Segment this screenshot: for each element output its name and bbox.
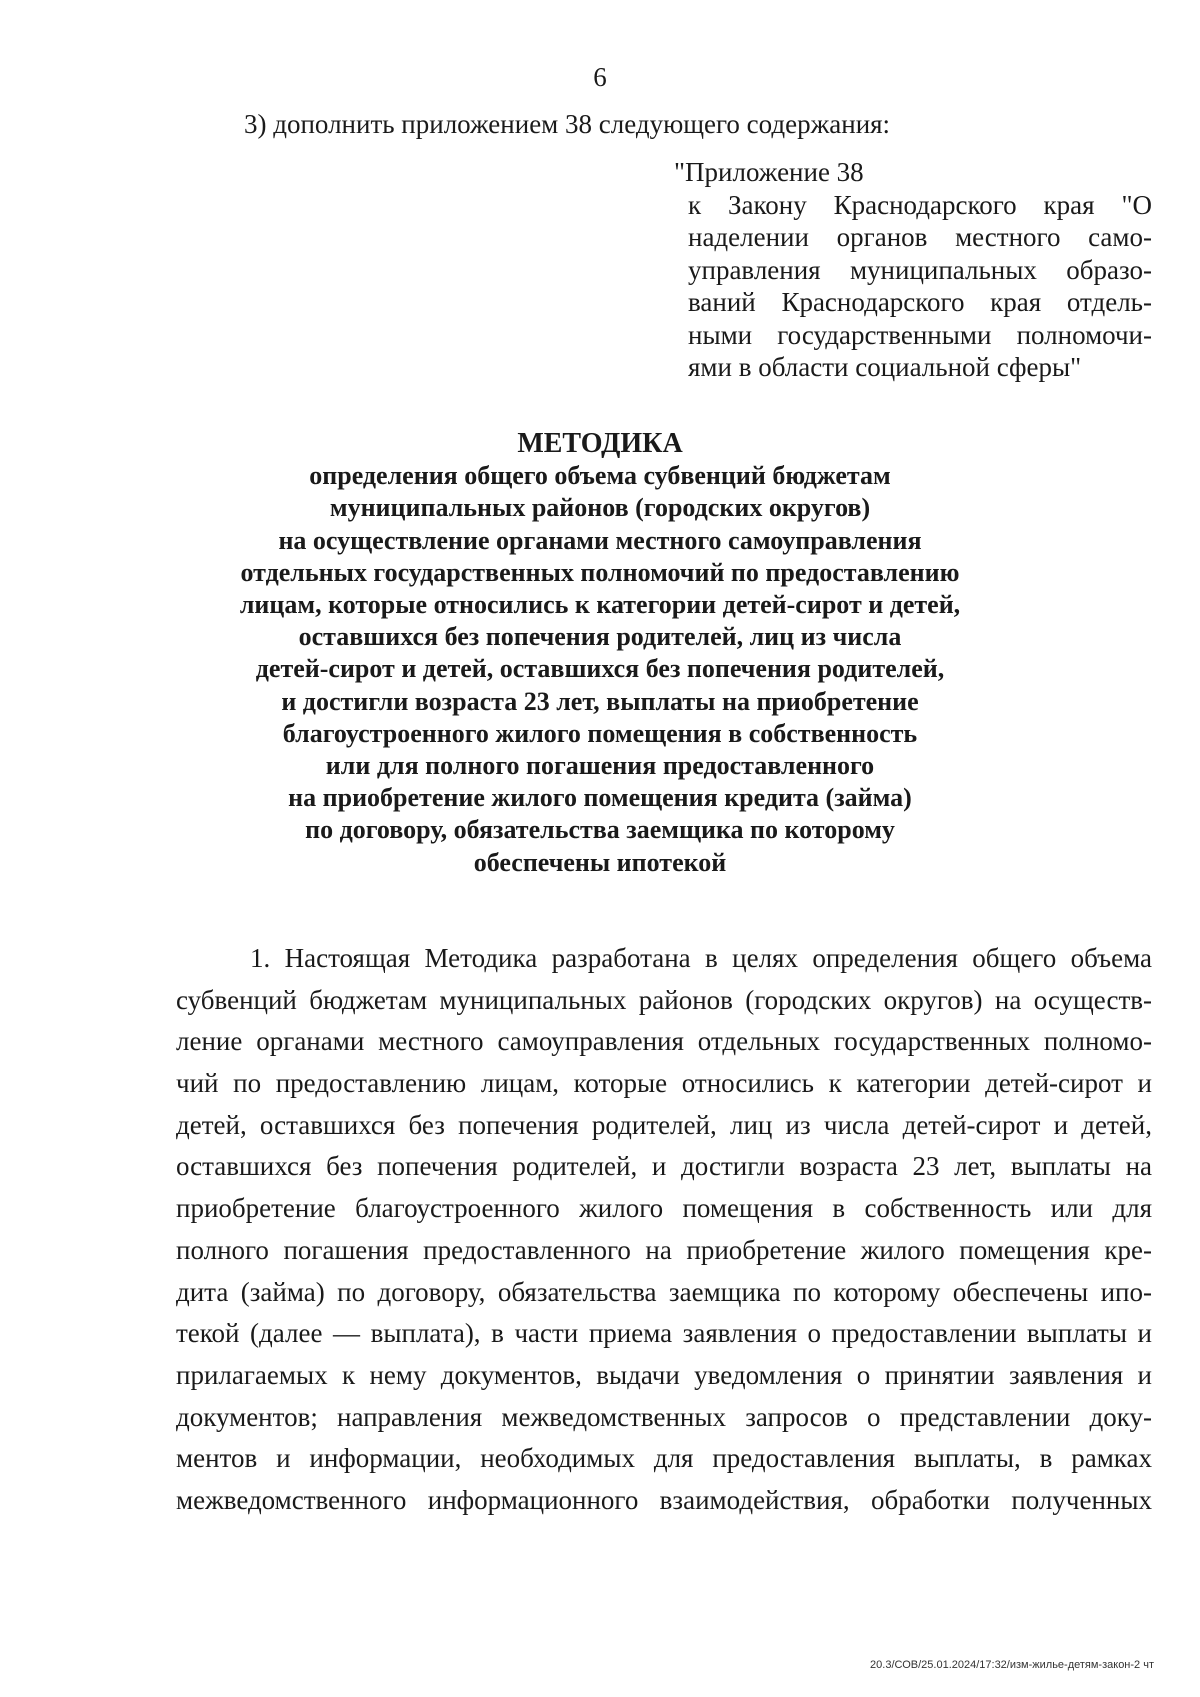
paragraph-line: чий по предоставлению лицам, которые относились к категории детей-сирот и bbox=[176, 1068, 1152, 1099]
title-line: на осуществление органами местного самоуправления bbox=[278, 525, 922, 555]
paragraph-line: приобретение благоустроенного жилого помещения в собственность или для bbox=[176, 1193, 1152, 1224]
paragraph-line: текой (далее — выплата), в части приема заявления о предоставлении выплаты и bbox=[176, 1318, 1152, 1349]
amendment-intro-line: 3) дополнить приложением 38 следующего содержания: bbox=[244, 109, 891, 139]
title-line: обеспечены ипотекой bbox=[473, 847, 727, 877]
title-line: оставшихся без попечения родителей, лиц из числа bbox=[298, 622, 902, 652]
title-line: по договору, обязательства заемщика по которому bbox=[305, 815, 895, 845]
paragraph-line: межведомственного информационного взаимодействия, обработки полученных bbox=[176, 1484, 1152, 1515]
appendix-law-reference: к Закону Краснодарского края "О наделении органов местного само-управления муниципальных образо-ваний Краснодарского края отдель-ными государственными полномочи-ями в области социальной сферы" bbox=[688, 189, 1152, 382]
title-line: благоустроенного жилого помещения в собственность bbox=[282, 718, 918, 748]
title-line: детей-сирот и детей, оставшихся без попечения родителей, bbox=[255, 654, 945, 684]
title-line: лицам, которые относились к категории детей-сирот и детей, bbox=[239, 590, 961, 620]
page-number: 6 bbox=[593, 62, 607, 92]
paragraph-line: ление органами местного самоуправления отдельных государственных полномо- bbox=[176, 1026, 1152, 1057]
paragraph-line: субвенций бюджетам муниципальных районов (городских округов) на осуществ- bbox=[176, 984, 1152, 1015]
appendix-reference-block bbox=[674, 156, 1152, 384]
methodology-title: МЕТОДИКА bbox=[517, 428, 683, 459]
paragraph-line: ментов и информации, необходимых для предоставления выплаты, в рамках bbox=[176, 1443, 1152, 1474]
document-footer-code: 20.3/СОВ/25.01.2024/17:32/изм-жилье-детям-закон-2 чт bbox=[870, 1659, 1154, 1671]
methodology-title-block bbox=[0, 428, 1200, 879]
paragraph-line: документов; направления межведомственных запросов о представлении доку- bbox=[176, 1401, 1152, 1432]
title-line: и достигли возраста 23 лет, выплаты на приобретение bbox=[281, 686, 919, 716]
title-line: муниципальных районов (городских округов) bbox=[329, 493, 871, 523]
body-paragraph-1 bbox=[176, 938, 1152, 1522]
paragraph-line: полного погашения предоставленного на приобретение жилого помещения кре- bbox=[176, 1234, 1152, 1265]
paragraph-line: дита (займа) по договору, обязательства заемщика по которому обеспечены ипо- bbox=[176, 1276, 1152, 1307]
paragraph-line: детей, оставшихся без попечения родителей, лиц из числа детей-сирот и детей, bbox=[176, 1109, 1152, 1140]
title-line: отдельных государственных полномочий по предоставлению bbox=[240, 557, 960, 587]
paragraph-line: оставшихся без попечения родителей, и достигли возраста 23 лет, выплаты на bbox=[176, 1151, 1152, 1182]
paragraph-line: 1. Настоящая Методика разработана в целях определения общего объема bbox=[250, 943, 1152, 973]
paragraph-line: прилагаемых к нему документов, выдачи уведомления о принятии заявления и bbox=[176, 1359, 1152, 1390]
title-line: или для полного погашения предоставленного bbox=[325, 751, 875, 781]
appendix-heading: "Приложение 38 bbox=[674, 157, 864, 187]
title-line: на приобретение жилого помещения кредита (займа) bbox=[288, 783, 912, 813]
title-line: определения общего объема субвенций бюджетам bbox=[309, 461, 891, 491]
